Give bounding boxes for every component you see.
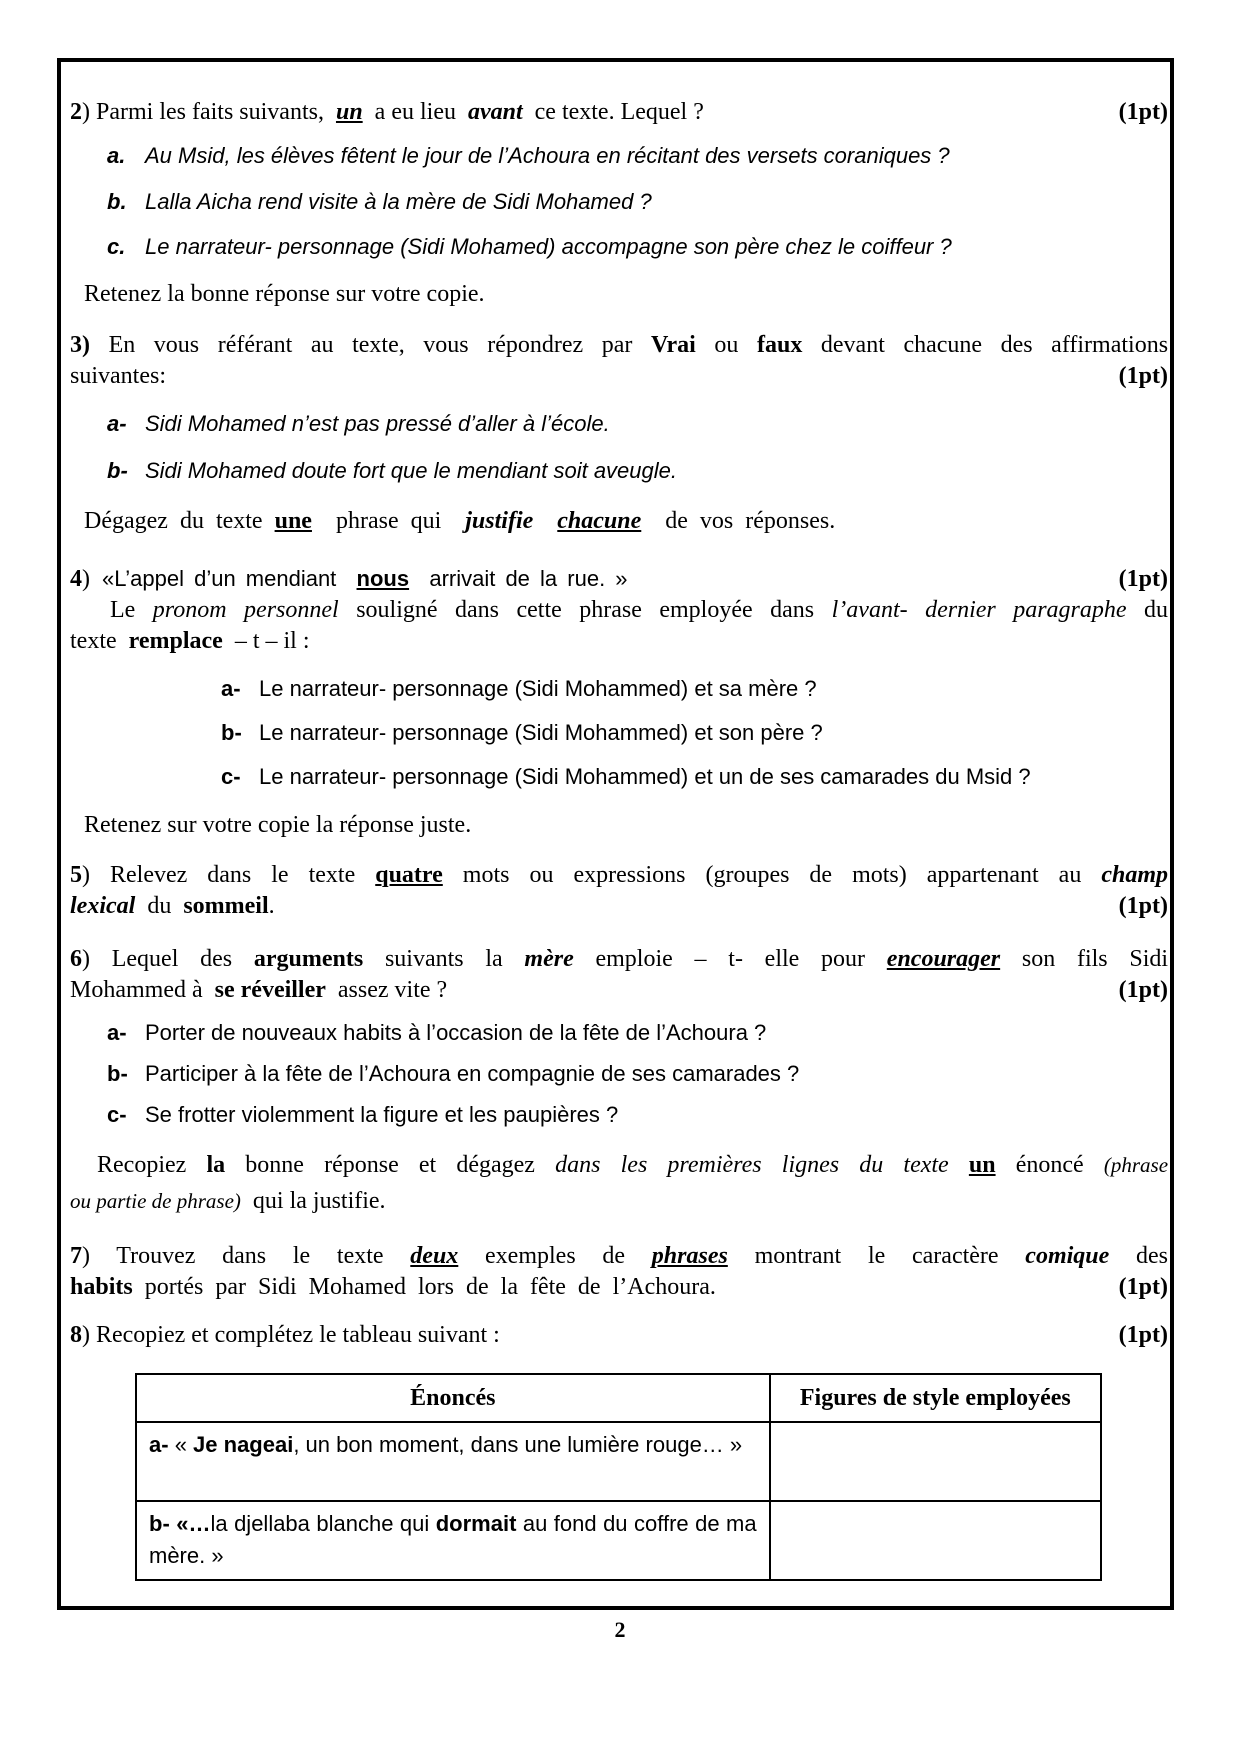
instruction: Retenez sur votre copie la réponse juste.	[84, 812, 472, 838]
points-label: (1pt)	[1118, 99, 1168, 125]
question-5: 5) Relevez dans le texte quatre mots ou expressions (groupes de mots) appartenant au champ lexical du sommeil. (1pt)	[70, 860, 1168, 922]
points-label: (1pt)	[1118, 363, 1168, 389]
table-header: Énoncés	[136, 1374, 770, 1422]
option-c: c. Le narrateur- personnage (Sidi Mohamed) accompagne son père chez le coiffeur ?	[107, 234, 952, 259]
answer-cell[interactable]	[770, 1422, 1101, 1501]
option-c: c- Le narrateur- personnage (Sidi Mohammed) et un de ses camarades du Msid ?	[221, 764, 1031, 789]
table-header: Figures de style employées	[770, 1374, 1101, 1422]
question-3: 3) En vous référant au texte, vous répondrez par Vrai ou faux devant chacune des affirmations suivantes: (1pt)	[70, 330, 1168, 392]
option-c: c- Se frotter violemment la figure et les paupières ?	[107, 1102, 619, 1127]
points-label: (1pt)	[1118, 977, 1168, 1003]
instruction: Retenez la bonne réponse sur votre copie.	[84, 281, 485, 307]
statement-cell: a- « Je nageai, un bon moment, dans une lumière rouge… »	[136, 1422, 770, 1501]
option-b: b- Sidi Mohamed doute fort que le mendiant soit aveugle.	[107, 458, 677, 483]
question-number: 2	[70, 99, 82, 125]
option-a: a. Au Msid, les élèves fêtent le jour de l’Achoura en récitant des versets coraniques ?	[107, 143, 950, 168]
option-b: b- Le narrateur- personnage (Sidi Mohammed) et son père ?	[221, 720, 823, 745]
points-label: (1pt)	[1118, 1322, 1168, 1348]
table-row	[136, 1501, 1101, 1580]
instruction: Dégagez du texte une phrase qui justifie chacune de vos réponses.	[84, 508, 836, 534]
page-number: 2	[614, 1617, 626, 1642]
points-label: (1pt)	[1118, 1274, 1168, 1300]
question-2: 2) Parmi les faits suivants, un a eu lieu avant ce texte. Lequel ? (1pt)	[70, 97, 1168, 128]
question-4: 4) «L’appel d’un mendiant nous arrivait de la rue. » (1pt) Le pronom personnel souligné dans cette phrase employée dans l’avant- dernier paragraphe du texte remplace – t – il :	[70, 566, 1169, 654]
question-6: 6) Lequel des arguments suivants la mère emploie – t- elle pour encourager son fils Sidi Mohammed à se réveiller assez vite ? (1pt)	[70, 944, 1168, 1006]
question-7: 7) Trouvez dans le texte deux exemples de phrases montrant le caractère comique des habits portés par Sidi Mohamed lors de la fête de l’Achoura. (1pt)	[70, 1241, 1168, 1303]
option-a: a- Sidi Mohamed n’est pas pressé d’aller à l’école.	[107, 411, 610, 436]
answer-cell[interactable]	[770, 1501, 1101, 1580]
instruction: Recopiez la bonne réponse et dégagez dans les premières lignes du texte un énoncé (phrase ou partie de phrase) qui la justifie.	[70, 1152, 1169, 1214]
option-a: a- Porter de nouveaux habits à l’occasion de la fête de l’Achoura ?	[107, 1020, 767, 1045]
points-label: (1pt)	[1118, 893, 1168, 919]
option-a: a- Le narrateur- personnage (Sidi Mohammed) et sa mère ?	[221, 676, 817, 701]
option-b: b. Lalla Aicha rend visite à la mère de Sidi Mohamed ?	[107, 189, 652, 214]
style-figures-table	[135, 1373, 1102, 1581]
question-8: 8) Recopiez et complétez le tableau suivant : (1pt)	[70, 1320, 1168, 1351]
statement-cell: b- «…la djellaba blanche qui dormait au fond du coffre de ma mère. »	[136, 1501, 770, 1580]
points-label: (1pt)	[1118, 566, 1168, 592]
option-b: b- Participer à la fête de l’Achoura en compagnie de ses camarades ?	[107, 1061, 800, 1086]
table-row	[136, 1422, 1101, 1501]
